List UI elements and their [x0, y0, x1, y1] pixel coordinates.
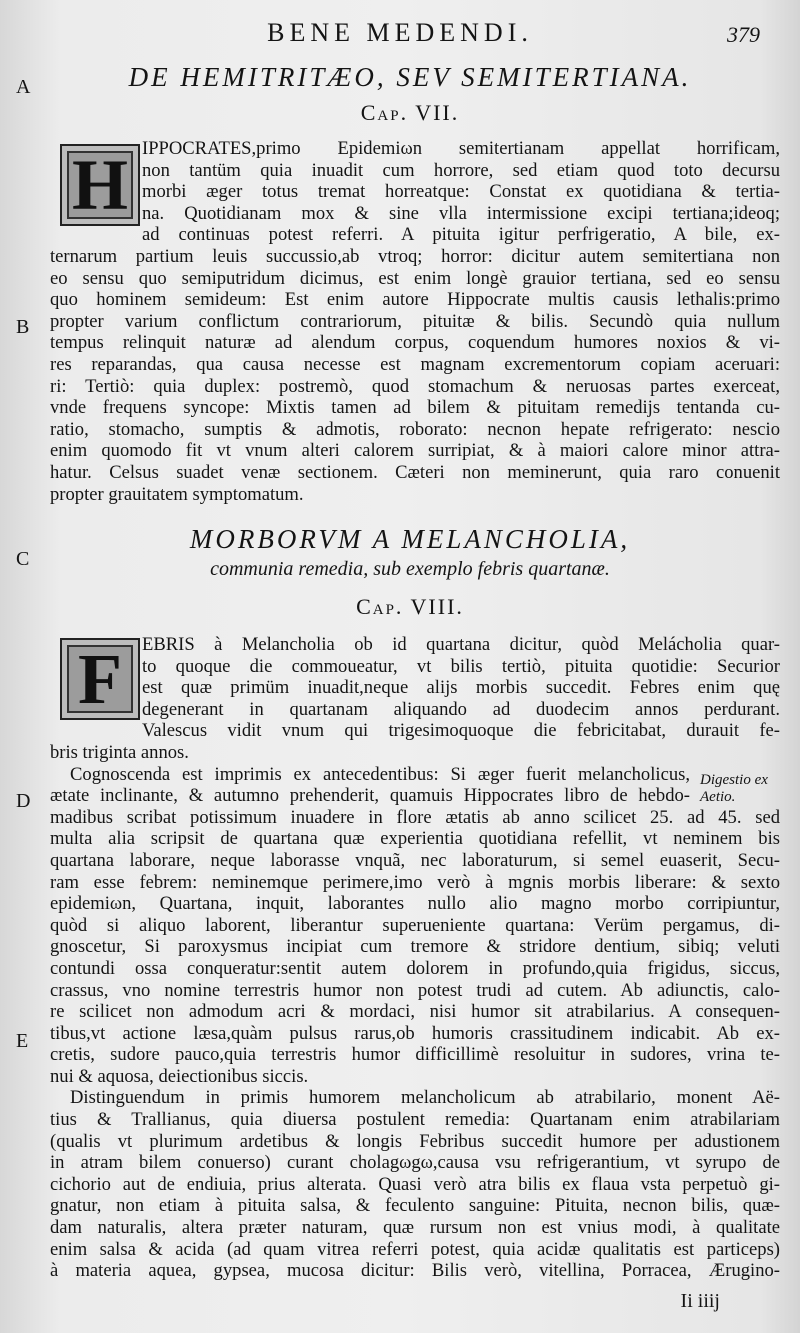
text-line: à materia aquea, gypsea, mucosa dicitur: Bilis verò, vitellina, Porracea, Ærugino- [50, 1260, 780, 1282]
decorated-initial-f: F [60, 638, 140, 720]
text-line: non tantüm quia inuadit cum horrore, sed etiam quod toto decursu [142, 159, 780, 181]
text-line: ri: Tertiò: quia duplex: postremò, quod stomachum & neruosas partes exerceat, [50, 375, 780, 397]
margin-letter-e: E [16, 1030, 29, 1052]
section2-body [50, 634, 780, 1282]
text-line: Distinguendum in primis humorem melancholicum ab atrabilario, monent Aë- [70, 1087, 780, 1109]
text-line: ternarum partium leuis succussio,ab vtroq; horror: dicitur autem semitertiana non [50, 245, 780, 267]
text-line: quòd si aliquo laborent, liberantur superueniente quartana: Verüm pergamus, di- [50, 914, 780, 936]
text-line: enim salsa & acida (ad quam vitrea referri potest, quia acidæ qualitatis est particeps) [50, 1238, 780, 1260]
section-title-semitertiana: DE HEMITRITÆO, SEV SEMITERTIANA. [128, 62, 692, 92]
text-line: degenerant in quartanam aliquando ad duodecim annos perdurant. [142, 698, 780, 720]
text-line: na. Quotidianam mox & sine vlla intermissione excipi tertiana;ideoq; [142, 202, 780, 224]
text-line: to quoque die commoueatur, vt bilis tertiò, pituita quotidie: Securior [142, 655, 780, 677]
text-line: tius & Trallianus, quia diuersa postulent remedia: Quartanam enim atrabilariam [50, 1109, 780, 1131]
marginal-note: Digestio ex Aetio. [700, 772, 768, 805]
text-line: ad continuas potest referri. A pituita igitur perfrigeratio, A bile, ex- [142, 224, 780, 246]
text-line: eo sensu quo semiputridum dicimus, est enim longè grauior tertiana, sed eo sensu [50, 267, 780, 289]
text-line: re scilicet non admodum acri & mordaci, nisi humor sit atrabilarius. A consequen- [50, 1001, 780, 1023]
text-line: (qualis vt plurimum ardetibus & longis Febribus succedit humore per adustionem [50, 1130, 780, 1152]
margin-letter-d: D [16, 790, 31, 812]
text-line: enim quomodo fit vt vnum alteri calorem surripiat, & à maiori calore minor attra- [50, 440, 780, 462]
running-head: BENE MEDENDI. [267, 18, 533, 47]
text-line: Cognoscenda est imprimis ex antecedentibus: Si æger fuerit melancholicus, [70, 763, 690, 785]
text-line: propter varium conflictum contrariorum, pituitæ & bilis. Secundò quia nullum [50, 310, 780, 332]
text-line: EBRIS à Melancholia ob id quartana dicitur, quòd Melácholia quar- [142, 634, 780, 655]
text-line: multa alia scripsit de quartana quæ experientia quotidiana refellit, vt neminem bis [50, 828, 780, 850]
text-line: gnoscetur, Si paroxysmus incipiat cum tremore & stridore dentium, sibiq; veluti [50, 936, 780, 958]
text-line: dam naturalis, altera præter naturam, quæ rursum non est vnius modi, à qualitate [50, 1217, 780, 1239]
text-line: hatur. Celsus suadet venæ sectionem. Cæteri non meminerunt, quia raro conuenit [50, 461, 780, 483]
section-title-melancholia: MORBORVM A MELANCHOLIA, [189, 524, 631, 554]
signature-mark: Ii iiij [680, 1290, 720, 1312]
text-line: crassus, vno nomine terrestris humor non potest trudi ad cutem. Ab adiunctis, calo- [50, 979, 780, 1001]
text-line: in atram bilem conuerso) curant cholagωgω,causa vsu refrigerantium, vt syrupo de [50, 1152, 780, 1174]
page-number: 379 [727, 22, 760, 47]
text-line: vnde frequens syncope: Mixtis tamen ad bilem & pituitam remedijs tentanda cu- [50, 397, 780, 419]
text-line: propter grauitatem symptomatum. [50, 483, 304, 505]
decorated-initial-h: H [60, 144, 140, 226]
text-line: gnatur, non etiam à pituita salsa, & feculento sanguine: Pituita, necnon bilis, quæ- [50, 1195, 780, 1217]
chapter-heading-vii: Cap. VII. [360, 100, 460, 125]
text-line: ram esse febrem: neminemque perimere,imo verò à mgnis morbis liberare: & sexto [50, 871, 780, 893]
text-line: nui & aquosa, deiectionibus siccis. [50, 1065, 309, 1087]
chapter-heading-viii: Cap. VIII. [356, 594, 464, 619]
text-line: cichorio aut de endiuia, prius alterata. Quasi verò atra bilis ex flaua vsta perpetuò gi- [50, 1173, 780, 1195]
margin-letter-a: A [16, 76, 31, 98]
text-line: cretis, sudore pauco,quia terrestris humor difficillimè resoluitur in sudores, vrina te- [50, 1044, 780, 1066]
margin-letter-c: C [16, 548, 30, 570]
text-line: bris triginta annos. [50, 741, 189, 763]
text-line: epidemiωn, Quartana, inquit, laborantes nullo alio magno morbo corripiuntur, [50, 893, 780, 915]
text-line: ætate inclinante, & autumno prehenderit, quamuis Hippocrates libro de hebdo- [50, 785, 690, 807]
text-line: Valescus vidit vnum qui trigesimoquoque die febricitabat, durauit fe- [142, 720, 780, 742]
text-line: res reparandas, qua causa necesse est magnam excrementorum copiam aceruari: [50, 353, 780, 375]
section1-body [50, 138, 780, 505]
text-line: quartana laborare, neque laborasse vnquã, nec laboraturum, si semel euaserit, Secu- [50, 849, 780, 871]
text-line: quo hominem semideum: Est enim autore Hippocrate multis causis lethalis:primo [50, 289, 780, 311]
text-line: tempus relinquit naturæ ad alendum corpus, coquendum humores noxios & vi- [50, 332, 780, 354]
text-line: tibus,vt actione læsa,quàm pulsus rarus,ob humoris crassitudinem indicabit. Ab ex- [50, 1022, 780, 1044]
text-line: contundi ossa conqueratur:sentit autem dolorem in profundo,quia frigidus, siccus, [50, 957, 780, 979]
margin-letter-b: B [16, 316, 30, 338]
text-line: morbi æger totus tremat horreatque: Constat ex quotidiana & tertia- [142, 181, 780, 203]
section-subtitle: communia remedia, sub exemplo febris quartanæ. [210, 558, 610, 580]
text-line: madibus scribat potissimum inuadere in flore ætatis ab anno scilicet 25. ad 45. sed [50, 806, 780, 828]
text-line: ratio, stomacho, sumptis & admotis, roborato: necnon hepate refrigerato: nescio [50, 418, 780, 440]
text-line: IPPOCRATES,primo Epidemiωn semitertianam appellat horrificam, [142, 138, 780, 159]
text-line: est quæ primüm inuadit,neque alijs morbis succedit. Febres enim quę [142, 677, 780, 699]
